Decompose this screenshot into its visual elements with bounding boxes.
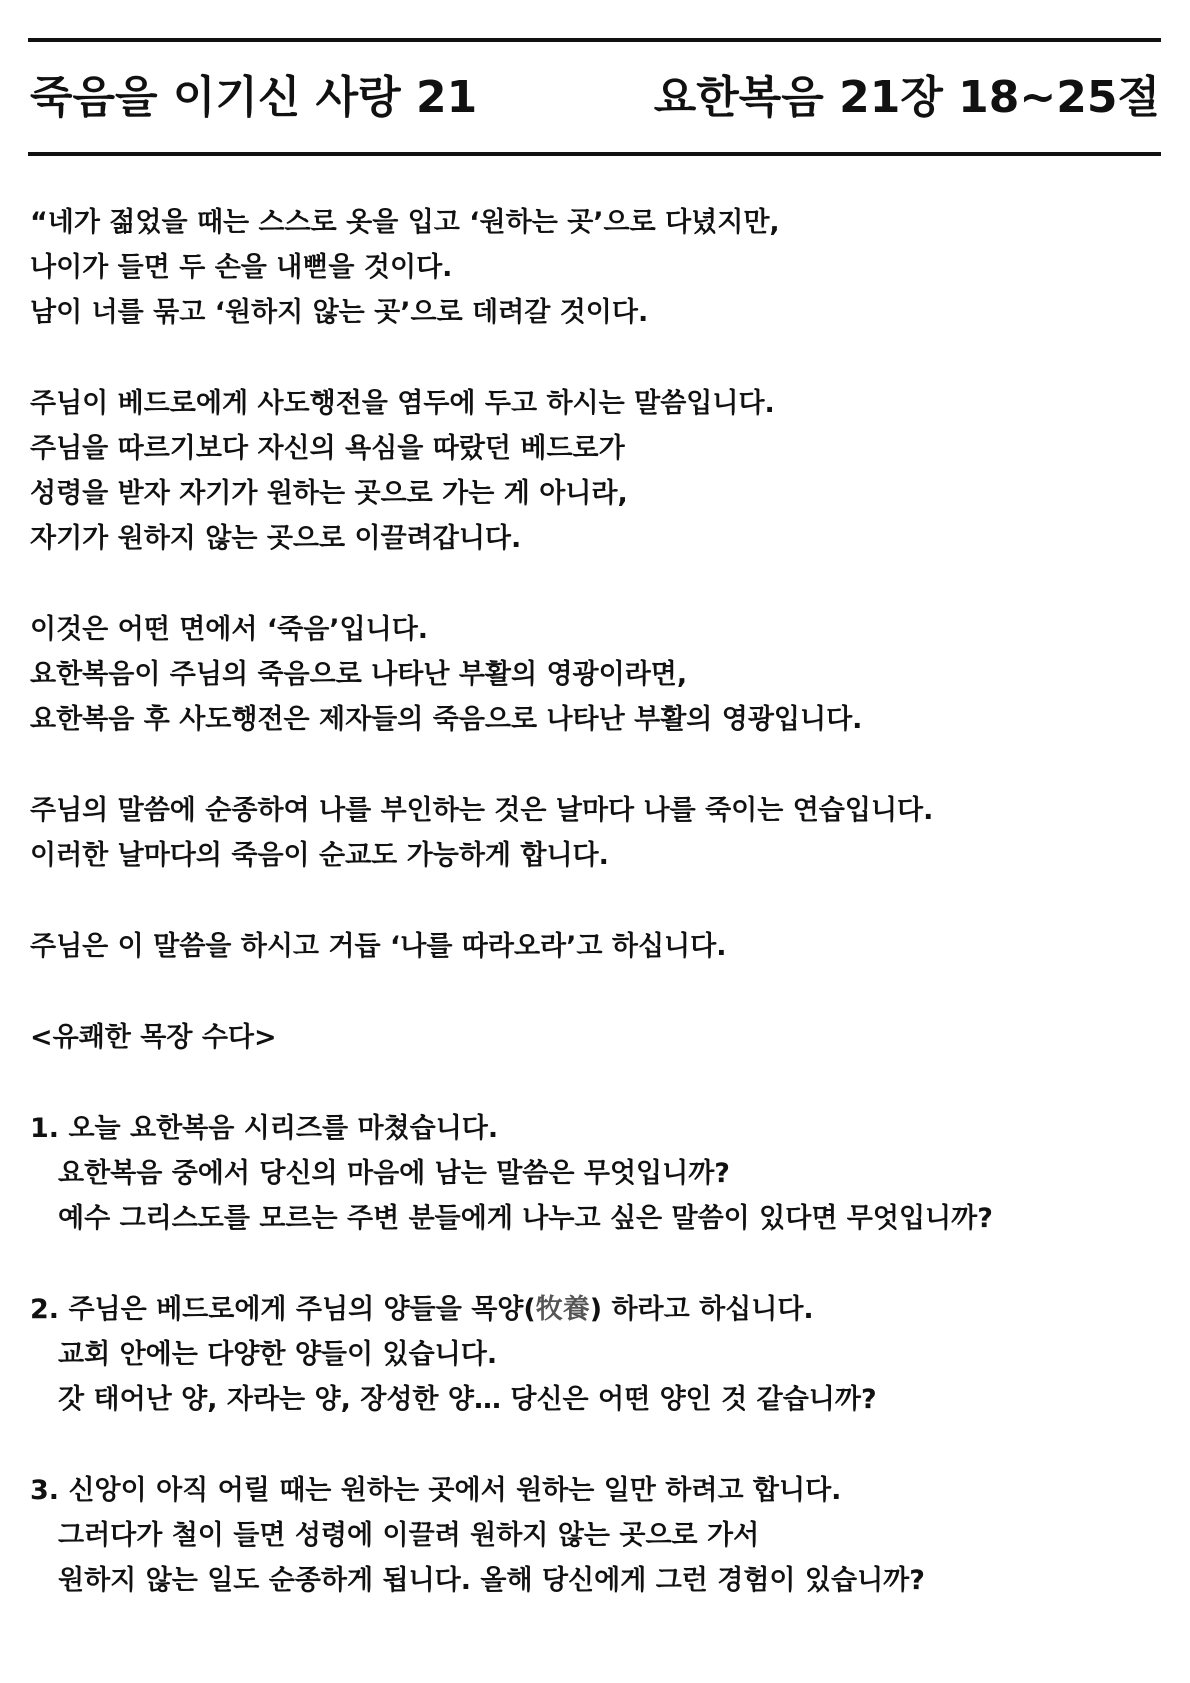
text-line: 자기가 원하지 않는 곳으로 이끌려갑니다. (30, 523, 522, 554)
bottom-rule (28, 152, 1161, 156)
header (30, 58, 1160, 138)
top-rule (28, 38, 1161, 42)
text-line: 주님은 이 말씀을 하시고 거듭 ‘나를 따라오라’고 하십니다. (30, 931, 727, 962)
question-2 (30, 1287, 1165, 1422)
text-line: 주님의 말씀에 순종하여 나를 부인하는 것은 날마다 나를 죽이는 연습입니다. (30, 795, 934, 826)
question-text: 2. 주님은 베드로에게 주님의 양들을 목양( (30, 1294, 536, 1325)
question-text: ) 하라고 하십니다. (589, 1294, 814, 1325)
discussion-heading (30, 1015, 1165, 1060)
devotional-body (30, 200, 1165, 1649)
text-line: 성령을 받자 자기가 원하는 곳으로 가는 게 아니라, (30, 478, 628, 509)
question-line: 1. 오늘 요한복음 시리즈를 마쳤습니다. (30, 1113, 499, 1144)
question-line: 예수 그리스도를 모르는 주변 분들에게 나누고 싶은 말씀이 있다면 무엇입니까? (58, 1203, 993, 1234)
question-line: 교회 안에는 다양한 양들이 있습니다. (58, 1339, 498, 1370)
text-line: 나이가 들면 두 손을 내뻗을 것이다. (30, 252, 453, 283)
text-line: 주님을 따르기보다 자신의 욕심을 따랐던 베드로가 (30, 433, 625, 464)
question-line: 3. 신앙이 아직 어릴 때는 원하는 곳에서 원하는 일만 하려고 합니다. (30, 1475, 842, 1506)
paragraph-peter (30, 381, 1165, 561)
question-line: 갓 태어난 양, 자라는 양, 장성한 양… 당신은 어떤 양인 것 같습니까? (58, 1384, 877, 1415)
scripture-reference: 요한복음 21장 18~25절 (653, 72, 1160, 123)
text-line: 남이 너를 묶고 ‘원하지 않는 곳’으로 데려갈 것이다. (30, 297, 649, 328)
paragraph-death (30, 607, 1165, 742)
text-line: 요한복음 후 사도행전은 제자들의 죽음으로 나타난 부활의 영광입니다. (30, 704, 863, 735)
question-3 (30, 1468, 1165, 1603)
discussion-heading-text: <유쾌한 목장 수다> (30, 1022, 277, 1053)
question-line: 그러다가 철이 들면 성령에 이끌려 원하지 않는 곳으로 가서 (58, 1520, 760, 1551)
text-line: “네가 젊었을 때는 스스로 옷을 입고 ‘원하는 곳’으로 다녔지만, (30, 207, 780, 238)
text-line: 주님이 베드로에게 사도행전을 염두에 두고 하시는 말씀입니다. (30, 388, 775, 419)
paragraph-follow (30, 924, 1165, 969)
question-line (30, 1287, 1165, 1332)
text-line: 요한복음이 주님의 죽음으로 나타난 부활의 영광이라면, (30, 659, 688, 690)
text-line: 이러한 날마다의 죽음이 순교도 가능하게 합니다. (30, 840, 609, 871)
page-title: 죽음을 이기신 사랑 21 (30, 72, 478, 123)
hanja-text: 牧養 (535, 1294, 590, 1325)
question-1 (30, 1106, 1165, 1241)
paragraph-obedience (30, 788, 1165, 878)
question-line: 요한복음 중에서 당신의 마음에 남는 말씀은 무엇입니까? (58, 1158, 730, 1189)
paragraph-scripture-quote (30, 200, 1165, 335)
text-line: 이것은 어떤 면에서 ‘죽음’입니다. (30, 614, 429, 645)
question-line: 원하지 않는 일도 순종하게 됩니다. 올해 당신에게 그런 경험이 있습니까? (58, 1565, 925, 1596)
